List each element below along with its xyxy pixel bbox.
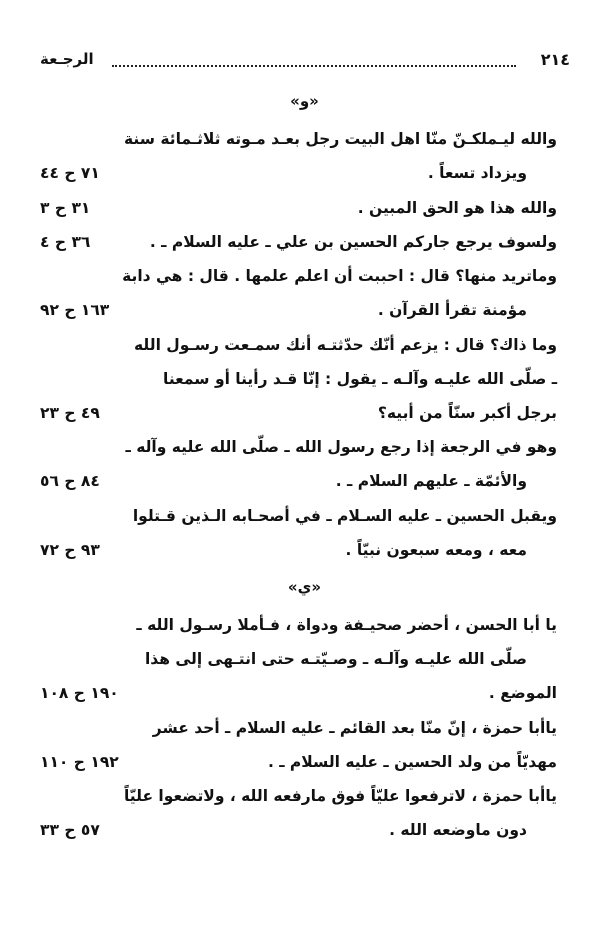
section-heading-waw: «و» <box>290 92 319 110</box>
hadith-reference: ٣١ ح ٣ <box>40 199 91 217</box>
hadith-reference: ١٩٠ ح ١٠٨ <box>40 684 119 702</box>
text-line: الموضع . <box>488 684 557 702</box>
text-line: ـ صلّى الله عليـه وآلـه ـ يقول : إنّا قـد رأينا أو سمعنا <box>163 370 557 388</box>
text-line: ياأبا حمزة ، لاترفعوا عليّاً فوق مارفعه الله ، ولاتضعوا عليّاً <box>123 787 557 805</box>
text-line: ولسوف يرجع جاركم الحسين بن علي ـ عليه السلام ـ . <box>149 233 557 251</box>
text-line: صلّى الله عليـه وآلـه ـ وصـيّتـه حتى انتـهى إلى هذا <box>144 650 527 668</box>
text-line: وماتريد منها؟ قال : احببت أن اعلم علمها . قال : هي دابة <box>122 267 557 285</box>
hadith-reference: ٤٩ ح ٢٣ <box>40 404 100 422</box>
text-line: والله ليـملكـنّ منّا اهل البيت رجل بعـد مـوته ثلاثـمائة سنة <box>123 130 557 148</box>
hadith-reference: ٥٧ ح ٣٣ <box>40 821 100 839</box>
hadith-reference: ٩٣ ح ٧٢ <box>40 541 100 559</box>
text-line: ويزداد تسعاً . <box>427 164 527 182</box>
text-line: وما ذاك؟ قال : يزعم أنّك حدّثتـه أنك سمـعت رسـول الله <box>134 336 557 354</box>
hadith-reference: ١٩٢ ح ١١٠ <box>40 753 119 771</box>
text-line: برجل أكبر سنّاً من أبيه؟ <box>377 404 557 422</box>
text-line: دون ماوضعه الله . <box>389 821 527 839</box>
text-line: ياأبا حمزة ، إنّ منّا بعد القائم ـ عليه السلام ـ أحد عشر <box>152 719 557 737</box>
text-line: والأئمّة ـ عليهم السلام ـ . <box>335 472 527 490</box>
text-line: وهو في الرجعة إذا رجع رسول الله ـ صلّى الله عليه وآله ـ <box>125 438 557 456</box>
hadith-reference: ١٦٣ ح ٩٢ <box>40 301 110 319</box>
hadith-reference: ٣٦ ح ٤ <box>40 233 91 251</box>
page-number: ٢١٤ <box>540 50 570 69</box>
text-line: ويقبل الحسين ـ عليه السـلام ـ في أصحـابه الـذين قـتلوا <box>132 507 557 525</box>
header-dotted-rule <box>112 65 516 67</box>
text-line: مؤمنة تقرأ القرآن . <box>377 301 527 319</box>
text-line: والله هذا هو الحق المبين . <box>357 199 557 217</box>
page-header <box>40 50 570 76</box>
text-line: معه ، ومعه سبعون نبيّاً . <box>345 541 527 559</box>
text-line: مهديّاً من ولد الحسين ـ عليه السلام ـ . <box>267 753 557 771</box>
section-heading-ya: «ي» <box>287 578 322 596</box>
running-title: الرجـعة <box>40 50 94 68</box>
text-line: يا أبا الحسن ، أحضر صحيـفة ودواة ، فـأملا رسـول الله ـ <box>136 616 557 634</box>
hadith-reference: ٧١ ح ٤٤ <box>40 164 100 182</box>
hadith-reference: ٨٤ ح ٥٦ <box>40 472 100 490</box>
